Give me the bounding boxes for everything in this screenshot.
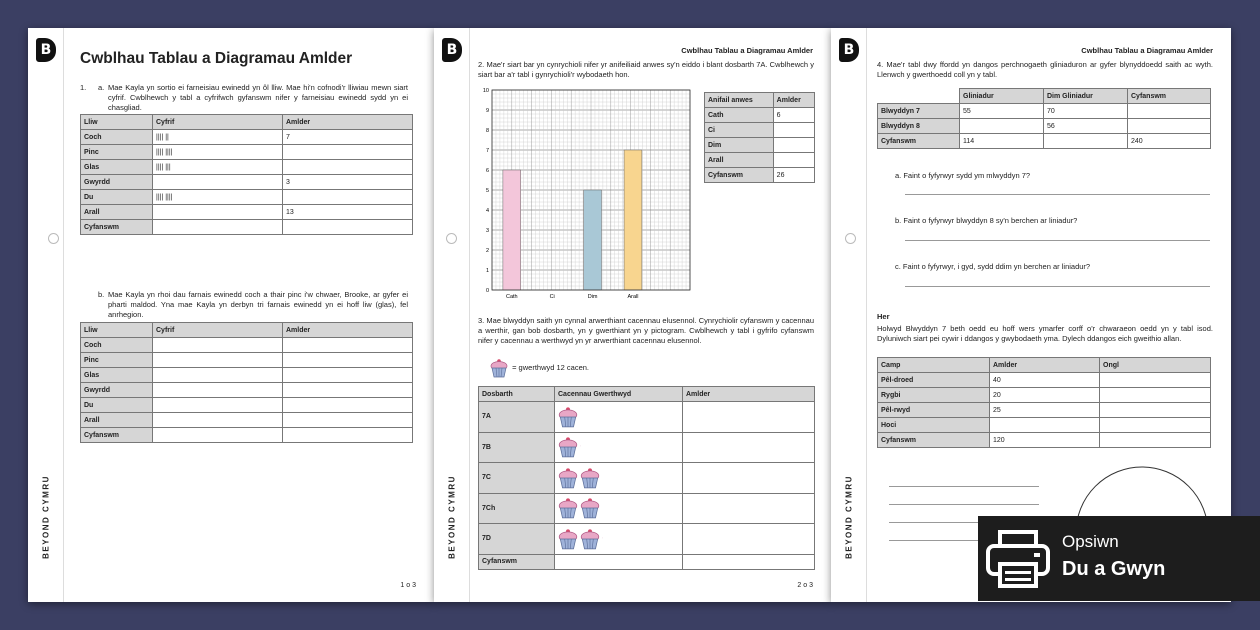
bar-arall	[624, 150, 642, 290]
frequency-cell[interactable]	[683, 554, 815, 569]
table-header: Gliniadur	[960, 89, 1044, 104]
cupcake-icon	[490, 358, 508, 378]
table-header: Lliw	[81, 115, 153, 130]
y-tick-label: 2	[485, 248, 489, 254]
answer-line[interactable]	[905, 286, 1210, 287]
table-row: Cyfanswm	[81, 220, 413, 235]
x-tick-label: Dim	[587, 294, 598, 300]
table-row: Arall	[705, 153, 815, 168]
punch-hole	[845, 233, 856, 244]
page-header: Cwblhau Tablau a Diagramau Amlder	[1081, 46, 1213, 55]
table-row: Blwyddyn 8 56	[878, 119, 1211, 134]
table-row: Du |||| ||||	[81, 190, 413, 205]
table-row: Dim	[705, 138, 815, 153]
x-tick-label: Arall	[627, 294, 639, 300]
sport-table	[877, 357, 1211, 448]
tally-table	[80, 114, 413, 235]
table-row: Cyfanswm	[479, 554, 815, 569]
brand-name: BEYOND CYMRU	[41, 475, 51, 559]
table-row: Cyfanswm 26	[705, 168, 815, 183]
x-tick-label: Ci	[549, 294, 555, 300]
question-text: 2. Mae'r siart bar yn cynrychioli nifer yr anifeiliaid anwes sy'n eiddo i blant dosbarth 7A. Cwblhewch y siart bar a'r tabl i gynrychioli'r wybodaeth hon.	[478, 60, 814, 80]
table-row: 7A	[479, 402, 815, 433]
table-row: Glas |||| |||	[81, 160, 413, 175]
page-sidebar	[28, 28, 64, 602]
table-row: 7B	[479, 432, 815, 463]
table-row: Pêl-rwyd 25	[878, 403, 1211, 418]
table-row: Cyfanswm	[81, 428, 413, 443]
printer-icon	[984, 528, 1052, 590]
worksheet-page-2	[434, 28, 831, 602]
table-row: 7D	[479, 524, 815, 555]
cupcake-icon	[558, 497, 578, 519]
partial-cupcake-icon	[602, 467, 609, 489]
cupcake-icon	[558, 467, 578, 489]
question-c: c. Faint o fyfyrwyr, i gyd, sydd ddim yn berchen ar liniadur?	[895, 262, 1091, 271]
cupcake-icon	[558, 406, 578, 428]
table-row: Gwyrdd 3	[81, 175, 413, 190]
cupcake-cell	[555, 463, 683, 494]
table-header: Lliw	[81, 323, 153, 338]
question-label: b.	[98, 290, 105, 299]
y-tick-label: 9	[485, 108, 489, 114]
bar-chart	[478, 86, 693, 306]
table-header: Amlder	[773, 93, 814, 108]
table-header: Cyfanswm	[1128, 89, 1211, 104]
challenge-title: Her	[877, 312, 890, 321]
punch-hole	[48, 233, 59, 244]
table-header: Amlder	[283, 323, 413, 338]
brand-logo: B	[442, 38, 462, 62]
question-text: 4. Mae'r tabl dwy ffordd yn dangos perchnogaeth gliniaduron ar gyfer blynyddoedd saith ac wyth. Llenwch y gwerthoedd coll yn y tabl.	[877, 60, 1213, 80]
question-a: a. Faint o fyfyrwyr sydd ym mlwyddyn 7?	[895, 171, 1031, 180]
table-row: Ci	[705, 123, 815, 138]
page-number: 2 o 3	[797, 582, 813, 589]
cupcake-cell	[555, 432, 683, 463]
table-row: Glas	[81, 368, 413, 383]
brand-name: BEYOND CYMRU	[447, 475, 457, 559]
table-header: Dosbarth	[479, 387, 555, 402]
cupcake-icon	[580, 467, 600, 489]
table-header: Anifail anwes	[705, 93, 774, 108]
answer-line[interactable]	[905, 240, 1210, 241]
table-row: Pinc |||| ||||	[81, 145, 413, 160]
frequency-cell[interactable]	[683, 493, 815, 524]
blank-table	[80, 322, 413, 443]
partial-cupcake-icon	[602, 528, 613, 550]
table-row: Blwyddyn 7 55 70	[878, 104, 1211, 119]
question-number: 1.	[80, 83, 87, 92]
table-header: Amlder	[990, 358, 1100, 373]
page-header: Cwblhau Tablau a Diagramau Amlder	[681, 46, 813, 55]
table-row: Cyfanswm 120	[878, 433, 1211, 448]
table-header: Cyfrif	[153, 115, 283, 130]
y-tick-label: 10	[482, 88, 489, 94]
brand-logo: B	[36, 38, 56, 62]
brand-name: BEYOND CYMRU	[844, 475, 854, 559]
question-text: Mae Kayla yn sortio ei farneisiau ewinedd yn ôl lliw. Mae hi'n cofnodi'r lliwiau mewn siart cyfrif. Cwblhewch y tabl a cyfrifwch gyfanswm nifer y farneisiau ewinedd sydd yn ei chasgliad.	[108, 83, 408, 113]
table-header: Ongl	[1100, 358, 1211, 373]
two-way-table	[877, 88, 1211, 149]
table-row: Pinc	[81, 353, 413, 368]
pictogram-table	[478, 386, 815, 570]
table-row: Cath 6	[705, 108, 815, 123]
y-tick-label: 0	[485, 288, 489, 294]
cupcake-cell	[555, 402, 683, 433]
table-row: Arall 13	[81, 205, 413, 220]
answer-line[interactable]	[905, 194, 1210, 195]
y-tick-label: 7	[485, 148, 489, 154]
cupcake-icon	[580, 497, 600, 519]
frequency-cell[interactable]	[683, 432, 815, 463]
y-tick-label: 5	[485, 188, 489, 194]
frequency-cell[interactable]	[683, 463, 815, 494]
y-tick-label: 6	[485, 168, 489, 174]
bar-cath	[503, 170, 521, 290]
page-title: Cwblhau Tablau a Diagramau Amlder	[80, 50, 353, 67]
punch-hole	[446, 233, 457, 244]
table-row: Arall	[81, 413, 413, 428]
cupcake-icon	[558, 528, 578, 550]
worksheet-page-1	[28, 28, 434, 602]
partial-cupcake-icon	[580, 436, 591, 458]
table-row: Du	[81, 398, 413, 413]
table-header: Cyfrif	[153, 323, 283, 338]
cupcake-cell	[555, 554, 683, 569]
table-header: Camp	[878, 358, 990, 373]
cupcake-icon	[558, 436, 578, 458]
table-row: 7C	[479, 463, 815, 494]
table-row: 7Ch	[479, 493, 815, 524]
table-row: Gwyrdd	[81, 383, 413, 398]
working-line[interactable]	[889, 504, 1039, 505]
pet-table	[704, 92, 815, 183]
y-tick-label: 3	[485, 228, 489, 234]
frequency-cell[interactable]	[683, 524, 815, 555]
table-row: Cyfanswm 114 240	[878, 134, 1211, 149]
cupcake-cell	[555, 524, 683, 555]
challenge-text: Holwyd Blwyddyn 7 beth oedd eu hoff wers ymarfer corff o'r chwaraeon oedd yn y tabl isod. Dyluniwch siart pei cywir i ddangos y gwybodaeth yma. Dylech ddangos eich gweithio allan.	[877, 324, 1213, 344]
brand-logo: B	[839, 38, 859, 62]
y-tick-label: 4	[485, 208, 489, 214]
page-content	[72, 28, 422, 602]
page-number: 1 o 3	[400, 582, 416, 589]
question-label: a.	[98, 83, 105, 92]
page-sidebar	[434, 28, 470, 602]
y-tick-label: 8	[485, 128, 489, 134]
table-row: Coch |||| || 7	[81, 130, 413, 145]
table-row: Pêl-droed 40	[878, 373, 1211, 388]
table-header: Dim Gliniadur	[1044, 89, 1128, 104]
x-tick-label: Cath	[505, 294, 518, 300]
table-row: Rygbi 20	[878, 388, 1211, 403]
pictogram-key: = gwerthwyd 12 cacen.	[490, 358, 589, 378]
bar-dim	[584, 190, 602, 290]
cupcake-icon	[580, 528, 600, 550]
working-line[interactable]	[889, 486, 1039, 487]
page-sidebar	[831, 28, 867, 602]
y-tick-label: 1	[485, 268, 489, 274]
table-row: Coch	[81, 338, 413, 353]
print-option-badge[interactable]	[978, 516, 1260, 601]
page-content	[478, 28, 819, 602]
table-header: Amlder	[283, 115, 413, 130]
badge-line-2: Du a Gwyn	[1062, 558, 1166, 580]
frequency-cell[interactable]	[683, 402, 815, 433]
table-row: Hoci	[878, 418, 1211, 433]
table-header: Cacennau Gwerthwyd	[555, 387, 683, 402]
question-text: Mae Kayla yn rhoi dau farnais ewinedd coch a thair pinc i'w chwaer, Brooke, ar gyfer ei pharti maldod. Yna mae Kayla yn derbyn tri farnais ewinedd yn ei hoff liw (glas), fel anrhegion.	[108, 290, 408, 320]
cupcake-cell	[555, 493, 683, 524]
question-b: b. Faint o fyfyrwyr blwyddyn 8 sy'n berchen ar liniadur?	[895, 216, 1078, 225]
question-text: 3. Mae blwyddyn saith yn cynnal arwerthiant cacennau elusennol. Cynrychiolir cyfanswm y cacennau a werthir, gan bob dosbarth, yn y gwerthiant yn y pictogram. Cwblhewch y tabl i gyfrifo cyfanswm nifer y cacennau a werthwyd yn yr arwerthiant cacennau elusennol.	[478, 316, 814, 346]
badge-line-1: Opsiwn	[1062, 532, 1119, 551]
table-header: Amlder	[683, 387, 815, 402]
